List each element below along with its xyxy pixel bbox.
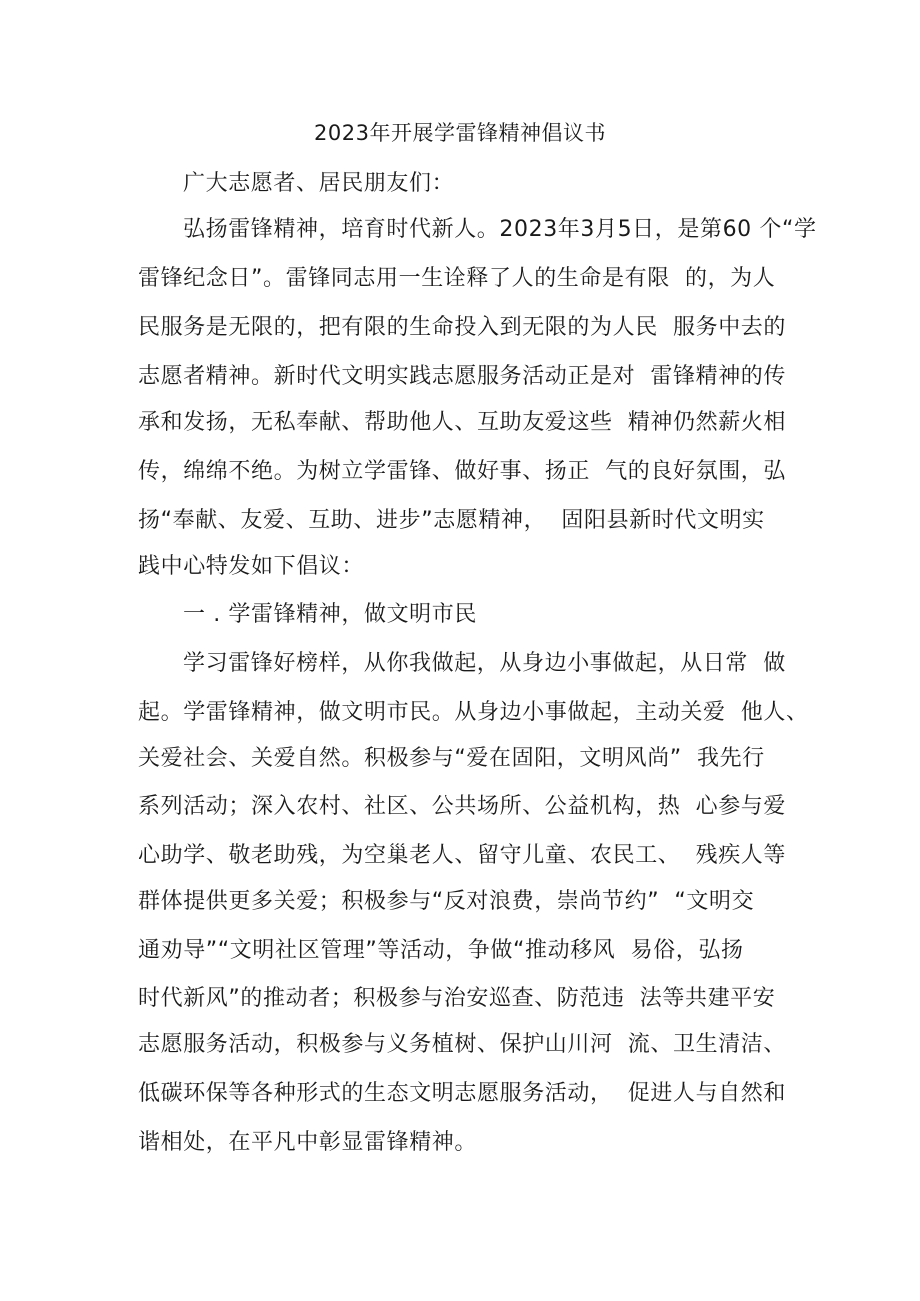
paragraph-1-line: 传，绵绵不绝。为树立学雷锋、做好事、扬正 气的良好氛围，弘 (138, 459, 786, 484)
paragraph-1-line: 民服务是无限的，把有限的生命投入到无限的为人民 服务中去的 (138, 315, 786, 340)
paragraph-2-line: 通劝导”“文明社区管理”等活动，争做“推动移风 易俗，弘扬 (138, 938, 744, 963)
paragraph-1-line: 践中心特发如下倡议： (138, 554, 365, 579)
paragraph-2-line: 关爱社会、关爱自然。积极参与“爱在固阳，文明风尚” 我先行 (138, 746, 765, 771)
paragraph-2-line: 低碳环保等各种形式的生态文明志愿服务活动， 促进人与自然和 (138, 1081, 786, 1106)
paragraph-2-line: 起。学雷锋精神，做文明市民。从身边小事做起，主动关爱 他人、 (138, 700, 809, 725)
paragraph-1-line: 弘扬雷锋精神，培育时代新人。2023年3月5日，是第60 个“学 (183, 217, 817, 242)
paragraph-1-line: 扬“奉献、友爱、互助、进步”志愿精神， 固阳县新时代文明实 (138, 508, 765, 533)
paragraph-2-line: 谐相处，在平凡中彰显雷锋精神。 (138, 1130, 478, 1155)
paragraph-2-line: 系列活动；深入农村、社区、公共场所、公益机构，热 心参与爱 (138, 794, 786, 819)
document-title: 2023年开展学雷锋精神倡议书 (314, 121, 606, 145)
paragraph-2-line: 志愿服务活动，积极参与义务植树、保护山川河 流、卫生清洁、 (138, 1032, 786, 1057)
paragraph-1-line: 志愿者精神。新时代文明实践志愿服务活动正是对 雷锋精神的传 (138, 364, 786, 389)
paragraph-1-line: 雷锋纪念日”。雷锋同志用一生诠释了人的生命是有限 的，为人 (138, 266, 776, 291)
paragraph-2-line: 群体提供更多关爱；积极参与“反对浪费，崇尚节约” “文明交 (138, 889, 755, 914)
paragraph-2-line: 学习雷锋好榜样，从你我做起，从身边小事做起，从日常 做 (183, 651, 786, 676)
paragraph-2-line: 时代新风”的推动者；积极参与治安巡查、防范违 法等共建平安 (138, 986, 776, 1011)
paragraph-1-line: 承和发扬，无私奉献、帮助他人、互助友爱这些 精神仍然薪火相 (138, 410, 786, 435)
salutation: 广大志愿者、居民朋友们： (183, 171, 455, 196)
section-1-heading: 一 . 学雷锋精神，做文明市民 (183, 602, 477, 627)
paragraph-2-line: 心助学、敬老助残，为空巢老人、留守儿童、农民工、 残疾人等 (138, 843, 786, 868)
